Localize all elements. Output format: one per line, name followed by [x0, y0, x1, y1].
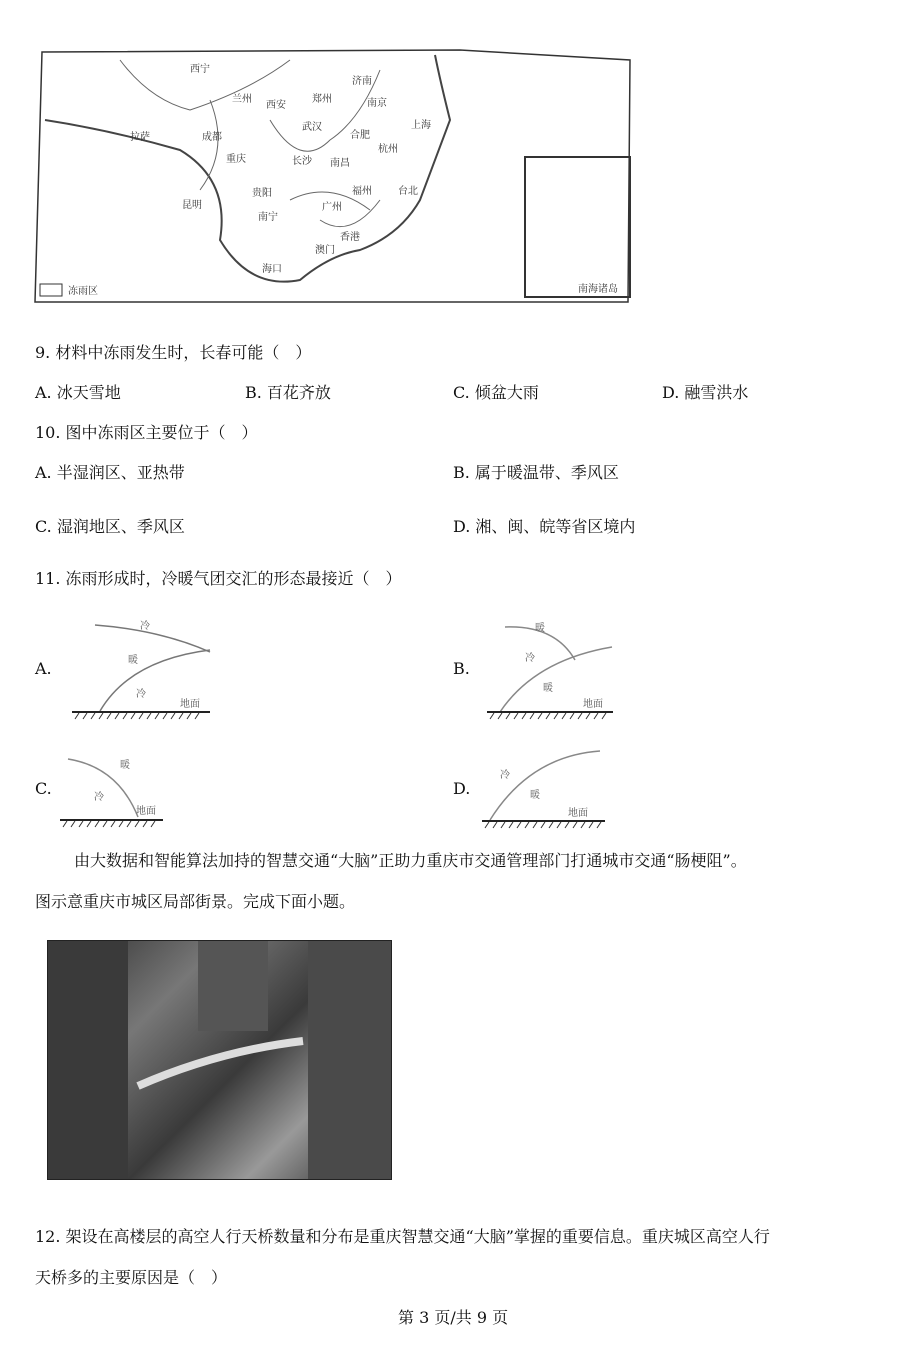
q9-option-c: C. 倾盆大雨 — [453, 383, 539, 402]
q12-line-2: 天桥多的主要原因是（ ） — [35, 1268, 228, 1287]
q11-option-d: D. — [453, 779, 471, 798]
city-label: 海口 — [262, 264, 282, 275]
label-cold: 冷 — [525, 653, 535, 664]
q9-stem: 9. 材料中冻雨发生时，长春可能（ ） — [35, 343, 312, 362]
label-warm: 暖 — [535, 623, 545, 634]
photo-sketch — [48, 941, 391, 1179]
q10-option-c: C. 湿润地区、季风区 — [35, 517, 185, 536]
city-label: 福州 — [352, 186, 372, 197]
diagram-c — [58, 752, 168, 832]
label-ground: 地面 — [136, 806, 156, 817]
q10-option-b: B. 属于暖温带、季风区 — [453, 463, 619, 482]
q11-option-c: C. — [35, 779, 52, 798]
city-label: 广州 — [322, 202, 342, 213]
city-label: 台北 — [398, 186, 418, 197]
city-label: 西安 — [266, 100, 286, 111]
chongqing-street-photo — [47, 940, 392, 1180]
label-ground: 地面 — [180, 699, 200, 710]
q11-option-a: A. — [35, 659, 52, 678]
city-labels — [68, 62, 618, 297]
city-label: 长沙 — [292, 156, 312, 167]
city-label: 南宁 — [258, 212, 278, 223]
label-cold: 冷 — [500, 770, 510, 781]
legend-label: 冻雨区 — [68, 286, 98, 297]
city-label: 济南 — [352, 76, 372, 87]
label-ground: 地面 — [583, 699, 603, 710]
city-label: 兰州 — [232, 94, 252, 105]
label-warm: 暖 — [120, 760, 130, 771]
city-label: 南昌 — [330, 158, 350, 169]
city-label: 郑州 — [312, 94, 332, 105]
freezing-rain-map — [30, 40, 640, 315]
label-warm: 暖 — [128, 655, 138, 666]
city-label: 合肥 — [350, 130, 370, 141]
city-label: 重庆 — [226, 154, 246, 165]
q10-stem: 10. 图中冻雨区主要位于（ ） — [35, 423, 258, 442]
passage-line-2: 图示意重庆市城区局部街景。完成下面小题。 — [35, 892, 356, 911]
diagram-b — [485, 615, 615, 720]
q10-option-a: A. 半湿润区、亚热带 — [35, 463, 185, 482]
q11-stem: 11. 冻雨形成时，冷暖气团交汇的形态最接近（ ） — [35, 569, 402, 588]
city-label: 香港 — [340, 232, 360, 243]
city-label: 上海 — [411, 120, 431, 131]
q12-line-1: 12. 架设在高楼层的高空人行天桥数量和分布是重庆智慧交通“大脑”掌握的重要信息。重庆城区高空人行 — [35, 1227, 770, 1246]
city-label: 贵阳 — [252, 188, 272, 199]
city-label: 西宁 — [190, 64, 210, 75]
diagram-d — [480, 746, 610, 831]
city-label: 杭州 — [378, 144, 398, 155]
city-label: 昆明 — [182, 200, 202, 211]
page-footer: 第 3 页/共 9 页 — [398, 1308, 509, 1327]
city-label: 南京 — [367, 98, 387, 109]
city-label: 拉萨 — [130, 132, 150, 143]
city-label: 成都 — [202, 132, 222, 143]
label-cold: 冷 — [94, 792, 104, 803]
q10-option-d: D. 湘、闽、皖等省区境内 — [453, 517, 636, 536]
label-ground: 地面 — [568, 808, 588, 819]
diagram-a — [70, 615, 220, 720]
label-warm: 暖 — [543, 683, 553, 694]
label-cold: 冷 — [140, 621, 150, 632]
label-warm: 暖 — [530, 790, 540, 801]
city-label: 澳门 — [315, 245, 335, 256]
q9-option-b: B. 百花齐放 — [245, 383, 331, 402]
passage-line-1: 由大数据和智能算法加持的智慧交通“大脑”正助力重庆市交通管理部门打通城市交通“肠梗阻”。 — [74, 851, 747, 870]
inset-label: 南海诸岛 — [578, 284, 618, 295]
city-label: 武汉 — [302, 122, 322, 133]
q11-option-b: B. — [453, 659, 470, 678]
label-cold: 冷 — [136, 689, 146, 700]
q9-option-d: D. 融雪洪水 — [662, 383, 749, 402]
q9-option-a: A. 冰天雪地 — [35, 383, 121, 402]
